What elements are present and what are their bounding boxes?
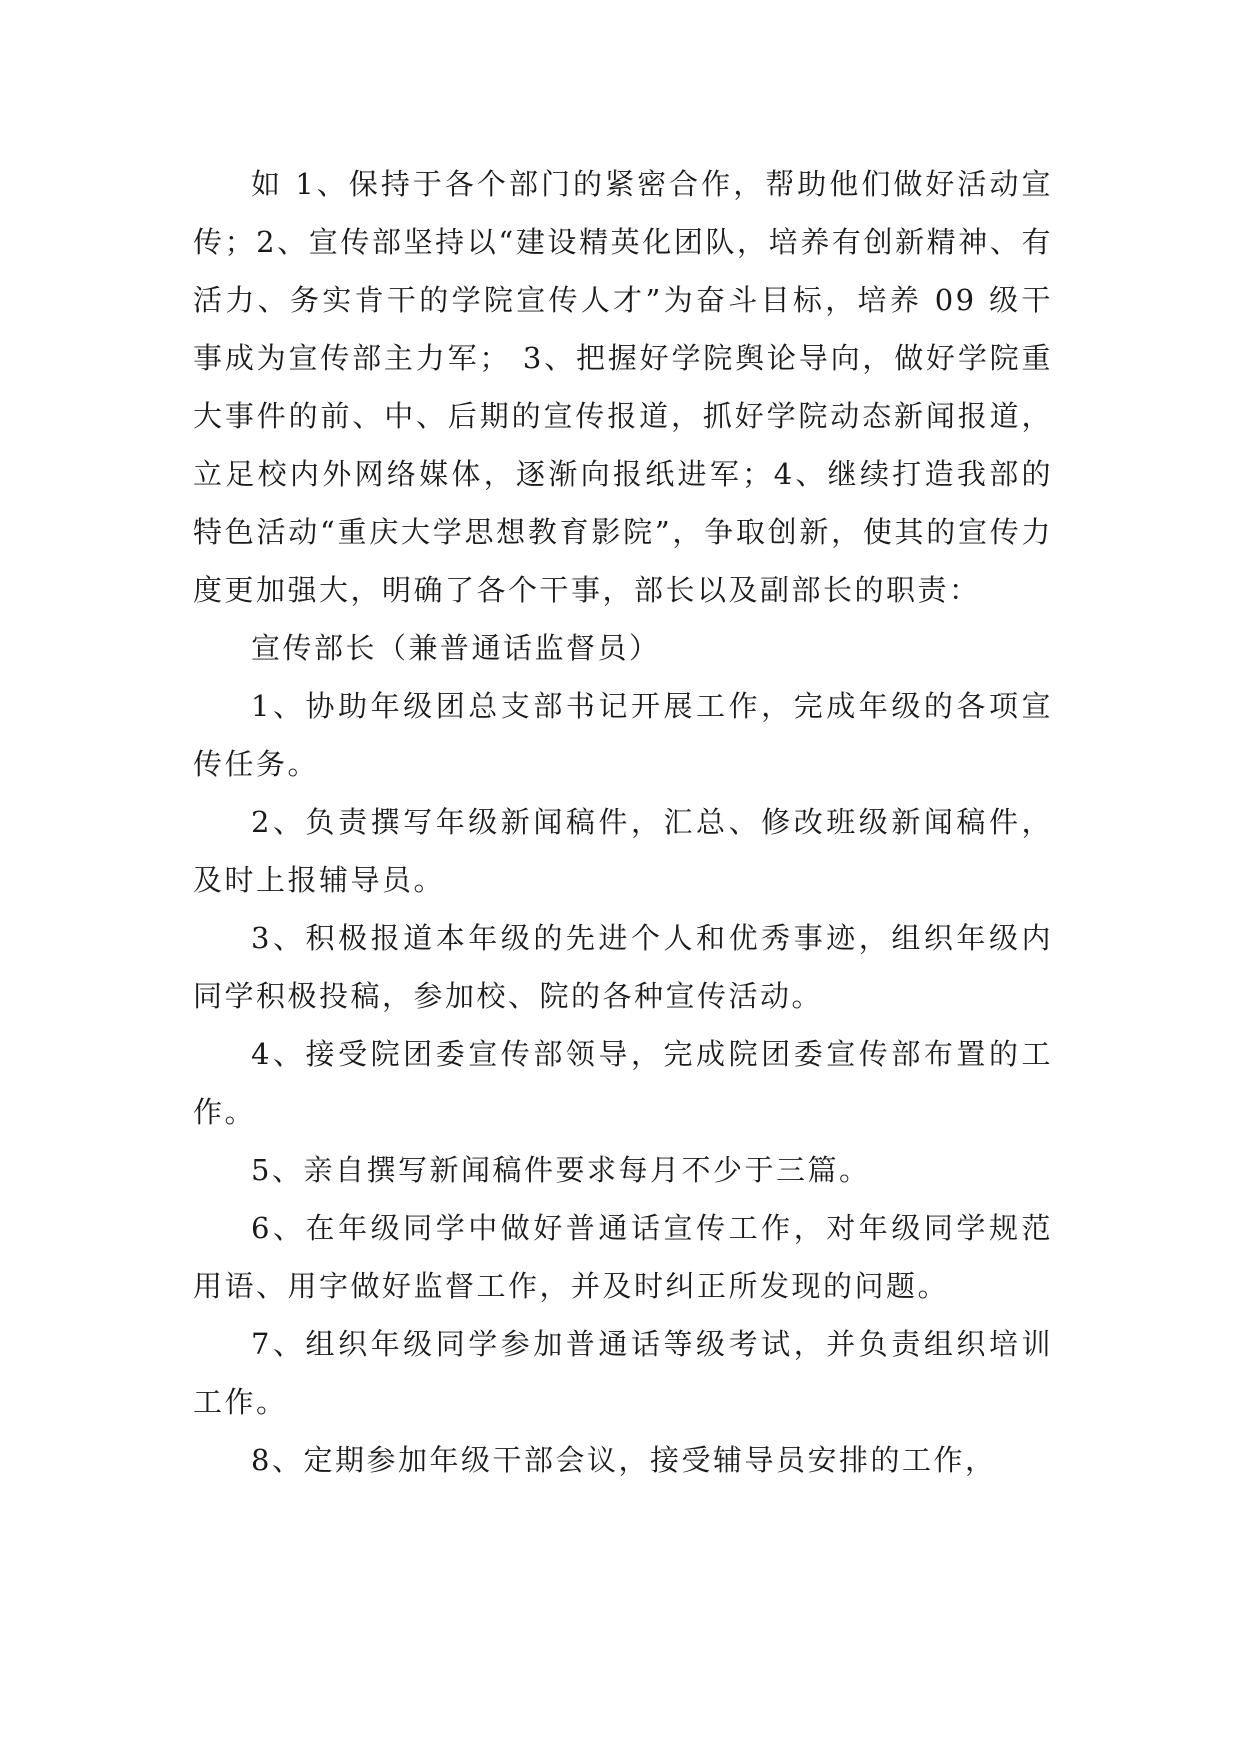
duty-item-7: 7、组织年级同学参加普通话等级考试，并负责组织培训工作。 (193, 1327, 1053, 1419)
document-body (193, 155, 1053, 1489)
duty-item-5: 5、亲自撰写新闻稿件要求每月不少于三篇。 (251, 1153, 871, 1187)
duty-item-8: 8、定期参加年级干部会议，接受辅导员安排的工作， (251, 1443, 997, 1477)
duty-item-6: 6、在年级同学中做好普通话宣传工作，对年级同学规范用语、用字做好监督工作，并及时纠正所发现的问题。 (193, 1211, 1053, 1303)
intro-paragraph: 如 1、保持于各个部门的紧密合作，帮助他们做好活动宣传；2、宣传部坚持以“建设精英化团队，培养有创新精神、有活力、务实肯干的学院宣传人才”为奋斗目标，培养 09 级干事成为宣传部主力军； 3、把握好学院舆论导向，做好学院重大事件的前、中、后期的宣传报道，抓好学院动态新闻报道，立足校内外网络媒体，逐渐向报纸进军；4、继续打造我部的特色活动“重庆大学思想教育影院”，争取创新，使其的宣传力度更加强大，明确了各个干事，部长以及副部长的职责： (193, 167, 1053, 607)
duty-item-3: 3、积极报道本年级的先进个人和优秀事迹，组织年级内同学积极投稿，参加校、院的各种宣传活动。 (193, 921, 1053, 1013)
duty-item-2: 2、负责撰写年级新闻稿件，汇总、修改班级新闻稿件，及时上报辅导员。 (193, 805, 1053, 897)
duty-item-1: 1、协助年级团总支部书记开展工作，完成年级的各项宣传任务。 (193, 689, 1053, 781)
duty-item-4: 4、接受院团委宣传部领导，完成院团委宣传部布置的工作。 (193, 1037, 1053, 1129)
section-heading: 宣传部长（兼普通话监督员） (251, 631, 661, 665)
